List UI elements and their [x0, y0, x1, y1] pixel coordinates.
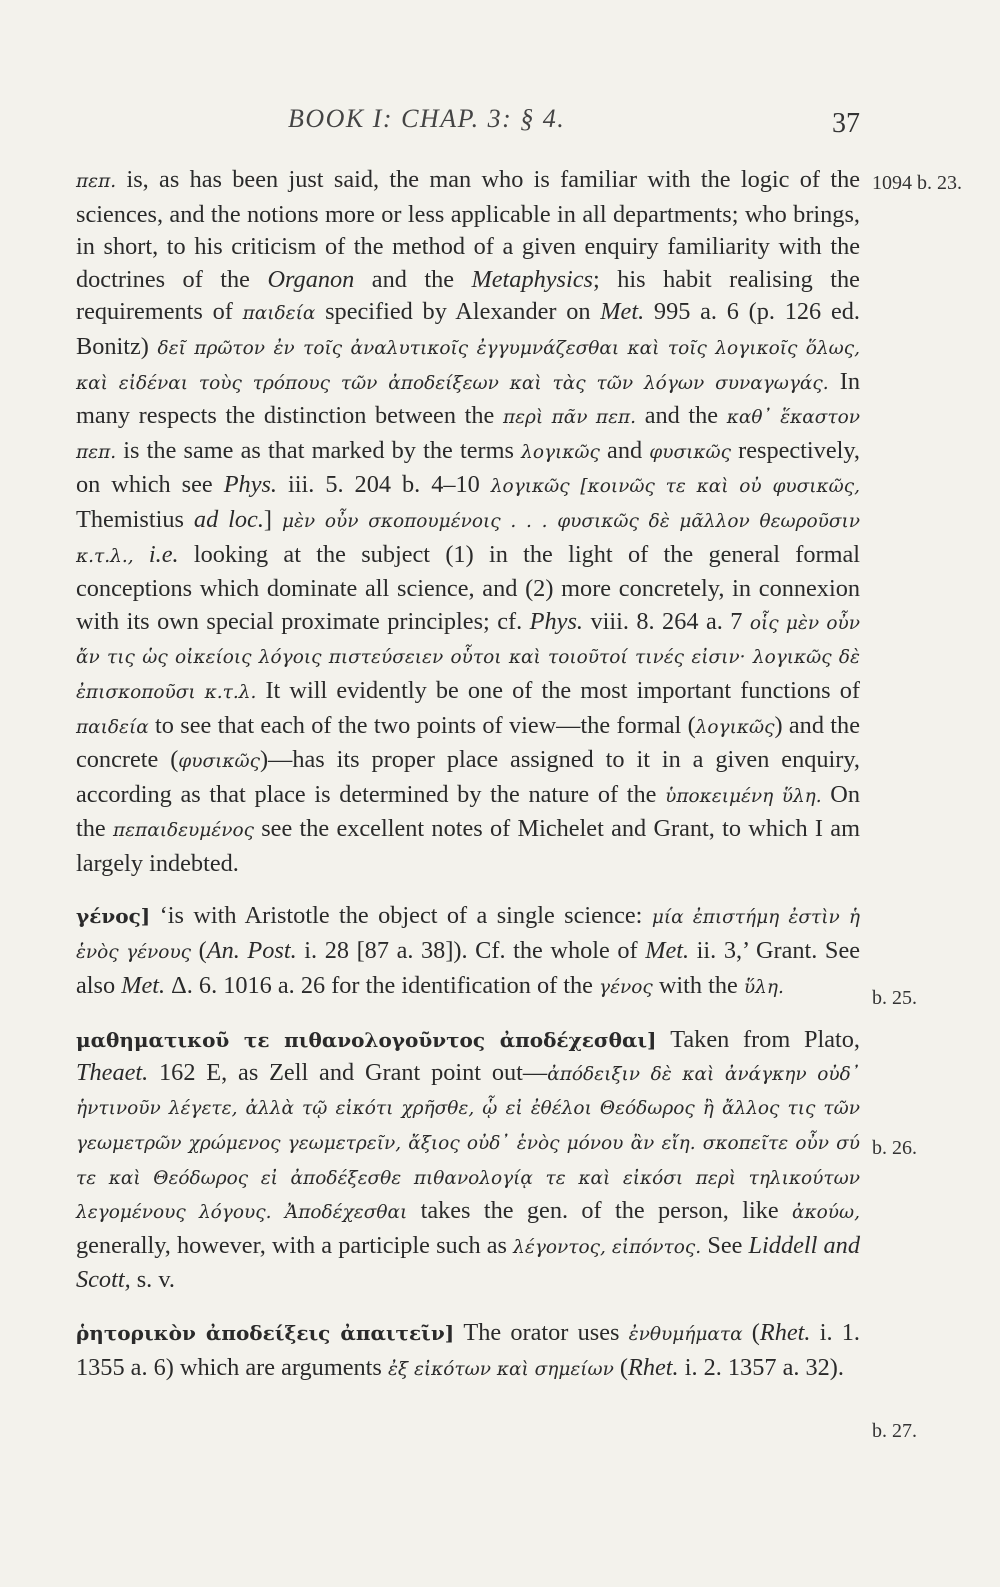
- text: (: [742, 1319, 760, 1346]
- margin-ref: b. 25.: [872, 987, 917, 1009]
- italic-title: Metaphysics: [471, 265, 593, 293]
- text: with the: [652, 971, 744, 999]
- italic-ref: Rhet.: [759, 1319, 811, 1346]
- text: is, as has been just said, the man who is familiar with the logic of the sciences, and the notions more or less applicable in all departments; who brings, in short, to his criticism of the method of a given enquiry familiarity with the doctrines of the: [76, 166, 860, 293]
- text: 162 E, as Zell and Grant point out—: [148, 1058, 548, 1086]
- italic-ref: Phys.: [223, 471, 278, 499]
- text: ii. 3,’ Grant. See also: [76, 937, 861, 999]
- greek-text: ἀκούω,: [792, 1202, 861, 1224]
- text: i. 28 [87 a. 38]). Cf. the whole of: [296, 937, 646, 965]
- text: Taken from Plato,: [656, 1026, 860, 1054]
- greek-text: παιδεία: [242, 303, 316, 325]
- italic-ref: An. Post.: [206, 937, 297, 965]
- margin-ref: b. 27.: [872, 1420, 917, 1442]
- text: (: [191, 937, 207, 965]
- text: generally, however, with a participle such as: [76, 1231, 514, 1259]
- text: specified by Alexander on: [315, 298, 601, 326]
- text: On the: [76, 780, 860, 843]
- greek-text: φυσικῶς: [649, 441, 731, 463]
- text: 995 a. 6 (p. 126 ed. Bonitz): [76, 298, 860, 360]
- text: looking at the subject (1) in the light of the general formal conceptions which dominate all science, and (2) more concretely, in connexion with its own special proximate principles; cf.: [76, 540, 861, 635]
- paragraph: [76, 164, 860, 880]
- text: takes the gen. of the person, like: [407, 1197, 793, 1225]
- page-number: 37: [832, 108, 860, 139]
- text: It will evidently be one of the most important functions of: [256, 676, 860, 704]
- greek-text: καθ᾽ ἕκαστον πεπ.: [76, 407, 860, 463]
- text: respectively, on which see: [76, 436, 861, 499]
- greek-text: ὕλη.: [743, 976, 784, 998]
- greek-text: λογικῶς: [521, 441, 600, 463]
- greek-quote: μὲν οὖν σκοπουμένοις . . . φυσικῶς δὲ μᾶλλον θεωροῦσιν κ.τ.λ.,: [76, 510, 861, 567]
- greek-text: περὶ πᾶν πεπ.: [502, 407, 637, 429]
- greek-quote: ἀπόδειξιν δὲ καὶ ἀνάγκην οὐδ᾽ ἡντινοῦν λέγετε, ἀλλὰ τῷ εἰκότι χρῆσθε, ᾧ εἰ ἐθέλοι Θεόδωρος ἢ ἄλλος τις τῶν γεωμετρῶν χρώμενος γεωμετρεῖν, ἄξιος οὐδ᾽ ἑνὸς μόνου ἂν εἴη. σκοπεῖτε οὖν σύ τε καὶ Θεόδωρος εἰ ἀποδέξεσθε πιθανολογίᾳ τε καὶ εἰκόσι περὶ τηλικούτων λεγομένους λόγους.: [76, 1063, 861, 1224]
- italic-ref: Met.: [645, 937, 690, 965]
- lemma-heading: ῥητορικὸν ἀποδείξεις ἀπαιτεῖν]: [76, 1321, 455, 1345]
- italic-ref: Phys.: [529, 607, 583, 635]
- lemma-heading: μαθηματικοῦ τε πιθανολογοῦντος ἀποδέχεσθαι]: [76, 1028, 657, 1053]
- italic-ref: Liddell and Scott,: [76, 1231, 860, 1294]
- text: ; his habit realising the requirements of: [76, 265, 860, 326]
- italic-abbrev: i.e.: [148, 540, 179, 568]
- text: iii. 5. 204 b. 4–10: [277, 471, 491, 499]
- greek-text: γένος: [599, 976, 653, 998]
- greek-text: λογικῶς: [695, 716, 775, 738]
- text: ]: [263, 505, 282, 533]
- greek-quote: ἐξ εἰκότων καὶ σημείων: [387, 1358, 614, 1380]
- text: i. 2. 1357 a. 32).: [678, 1353, 844, 1381]
- greek-quote: δεῖ πρῶτον ἐν τοῖς ἀναλυτικοῖς ἐγγυμνάζεσθαι καὶ τοῖς λογικοῖς ὅλως, καὶ εἰδέναι τοὺς τρόπους τῶν ἀποδείξεων καὶ τὰς τῶν λόγων συναγωγάς.: [76, 337, 861, 394]
- text: Themistius: [76, 505, 194, 533]
- greek-text: Ἀποδέχεσθαι: [284, 1202, 408, 1224]
- italic-title: Organon: [267, 265, 355, 293]
- italic-ref: Met.: [600, 298, 645, 326]
- text: [134, 541, 149, 568]
- text: The orator uses: [454, 1319, 629, 1346]
- text: s. v.: [130, 1266, 175, 1294]
- greek-text: λέγοντος, εἰπόντος.: [513, 1236, 702, 1258]
- greek-quote: λογικῶς [κοινῶς τε καὶ οὐ φυσικῶς,: [490, 476, 861, 498]
- greek-text: παιδεία: [76, 716, 149, 738]
- paragraph: [76, 1024, 860, 1297]
- commentary-body: [76, 164, 860, 1386]
- greek-text: πεπ.: [76, 171, 117, 192]
- greek-quote: οἷς μὲν οὖν ἄν τις ὡς οἰκείοις λόγοις πιστεύσειεν οὗτοι καὶ τοιοῦτοί τινές εἰσιν· λογικῶς δὲ ἐπισκοποῦσι κ.τ.λ.: [76, 612, 860, 703]
- paragraph: [76, 900, 860, 1004]
- italic-ref: Rhet.: [628, 1353, 679, 1381]
- page-header: [280, 104, 860, 144]
- running-head: BOOK I: CHAP. 3: § 4.: [288, 104, 566, 133]
- text: and: [599, 436, 650, 464]
- text: ‘is with Aristotle the object of a single science:: [150, 902, 652, 930]
- italic-ref: Met.: [121, 971, 166, 999]
- italic-ref: Theaet.: [76, 1058, 149, 1086]
- greek-text: ἐνθυμήματα: [628, 1324, 743, 1345]
- greek-text: ὑποκειμένη ὕλη.: [665, 785, 822, 807]
- greek-quote: μία ἐπιστήμη ἐστὶν ἡ ἑνὸς γένους: [76, 907, 860, 964]
- text: viii. 8. 264 a. 7: [582, 607, 750, 635]
- text: and the: [636, 402, 727, 430]
- text: In many respects the distinction between the: [76, 367, 860, 430]
- text: Δ. 6. 1016 a. 26 for the identification of the: [165, 971, 600, 999]
- text: and the: [354, 265, 472, 293]
- text: to see that each of the two points of view—the formal (: [148, 711, 696, 739]
- greek-text: φυσικῶς: [178, 751, 260, 773]
- text: is the same as that marked by the terms: [116, 436, 522, 464]
- paragraph: [76, 1317, 860, 1386]
- text: ) and the concrete (: [76, 711, 860, 774]
- margin-ref: 1094 b. 23.: [872, 172, 962, 194]
- text: See: [701, 1231, 749, 1259]
- text: [272, 1197, 285, 1224]
- greek-text: πεπαιδευμένος: [112, 820, 254, 842]
- text: i. 1. 1355 a. 6) which are arguments: [76, 1319, 860, 1381]
- text: (: [613, 1353, 629, 1381]
- lemma-heading: γένος]: [76, 904, 151, 929]
- margin-ref: b. 26.: [872, 1137, 917, 1159]
- text: )—has its proper place assigned to it in a given enquiry, according as that place is determined by the nature of the: [76, 746, 860, 808]
- italic-ref: ad loc.: [193, 505, 264, 533]
- text: see the excellent notes of Michelet and Grant, to which I am largely indebted.: [76, 815, 860, 877]
